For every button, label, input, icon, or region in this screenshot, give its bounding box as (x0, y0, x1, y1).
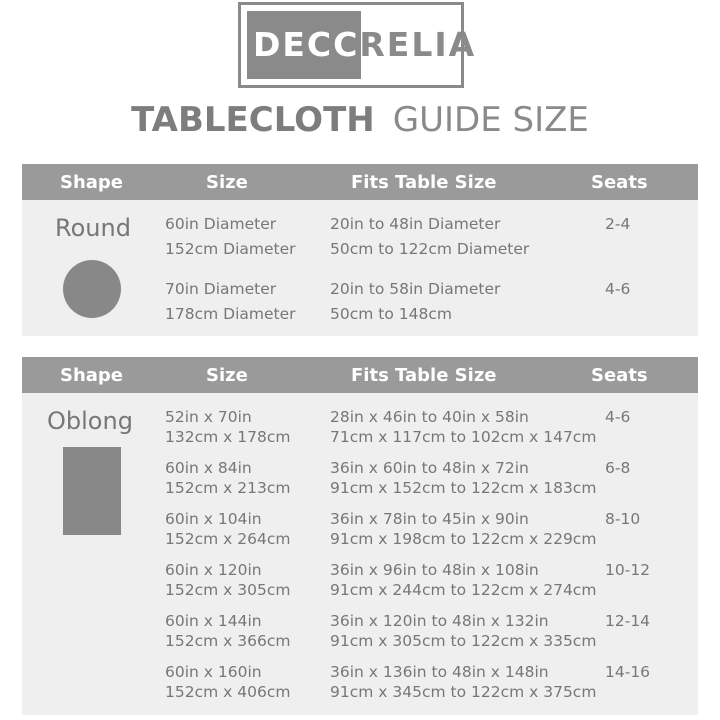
fits-inches: 28in x 46in to 40in x 58in (330, 408, 529, 426)
fits-inches: 36in x 120in to 48in x 132in (330, 612, 549, 630)
size-cm: 132cm x 178cm (165, 428, 291, 446)
fits-cm: 91cm x 345cm to 122cm x 375cm (330, 683, 597, 701)
header-seats: Seats (591, 365, 648, 386)
brand-logo (238, 2, 477, 88)
oblong-table-panel (22, 357, 698, 715)
header-shape: Shape (60, 365, 124, 386)
size-cm: 152cm x 213cm (165, 479, 291, 497)
logo-text (253, 25, 476, 64)
title-light: GUIDE SIZE (392, 100, 589, 140)
header-size: Size (206, 365, 248, 386)
fits-inches: 36in x 60in to 48in x 72in (330, 459, 529, 477)
size-cm: 152cm x 366cm (165, 632, 291, 650)
seats: 8-10 (605, 510, 641, 528)
table-header (22, 357, 698, 393)
size-inches: 60in x 84in (165, 459, 252, 477)
fits-cm: 91cm x 152cm to 122cm x 183cm (330, 479, 597, 497)
fits-cm: 71cm x 117cm to 102cm x 147cm (330, 428, 597, 446)
size-cm: 152cm x 406cm (165, 683, 291, 701)
table-header (22, 164, 698, 200)
size-inches: 52in x 70in (165, 408, 252, 426)
seats: 10-12 (605, 561, 651, 579)
fits-inches: 36in x 136in to 48in x 148in (330, 663, 549, 681)
fits-inches: 36in x 78in to 45in x 90in (330, 510, 529, 528)
seats: 4-6 (605, 280, 631, 298)
round-label: Round (55, 214, 131, 242)
fits-cm: 91cm x 305cm to 122cm x 335cm (330, 632, 597, 650)
fits-cm: 50cm to 148cm (330, 305, 452, 323)
size-inches: 60in x 104in (165, 510, 262, 528)
size-cm: 152cm x 264cm (165, 530, 291, 548)
page-title (0, 100, 720, 140)
seats: 2-4 (605, 215, 631, 233)
size-inches: 60in x 160in (165, 663, 262, 681)
fits-cm: 50cm to 122cm Diameter (330, 240, 530, 258)
fits-inches: 20in to 48in Diameter (330, 215, 501, 233)
fits-cm: 91cm x 198cm to 122cm x 229cm (330, 530, 597, 548)
fits-inches: 20in to 58in Diameter (330, 280, 501, 298)
seats: 14-16 (605, 663, 651, 681)
header-seats: Seats (591, 172, 648, 193)
oblong-label: Oblong (47, 407, 133, 435)
header-fits: Fits Table Size (351, 172, 497, 193)
fits-inches: 36in x 96in to 48in x 108in (330, 561, 539, 579)
round-shape-icon (63, 260, 121, 318)
seats: 4-6 (605, 408, 631, 426)
fits-cm: 91cm x 244cm to 122cm x 274cm (330, 581, 597, 599)
round-table-panel (22, 164, 698, 336)
size-cm: 152cm x 305cm (165, 581, 291, 599)
size-cm: 152cm Diameter (165, 240, 296, 258)
oblong-shape-icon (63, 447, 121, 535)
size-cm: 178cm Diameter (165, 305, 296, 323)
header-shape: Shape (60, 172, 124, 193)
logo-text-part1: DECC (253, 25, 360, 64)
seats: 6-8 (605, 459, 631, 477)
header-fits: Fits Table Size (351, 365, 497, 386)
logo-text-part2: RELIA (359, 25, 477, 64)
size-inches: 70in Diameter (165, 280, 277, 298)
title-bold: TABLECLOTH (131, 100, 375, 140)
size-inches: 60in x 120in (165, 561, 262, 579)
size-inches: 60in x 144in (165, 612, 262, 630)
seats: 12-14 (605, 612, 651, 630)
size-inches: 60in Diameter (165, 215, 277, 233)
header-size: Size (206, 172, 248, 193)
